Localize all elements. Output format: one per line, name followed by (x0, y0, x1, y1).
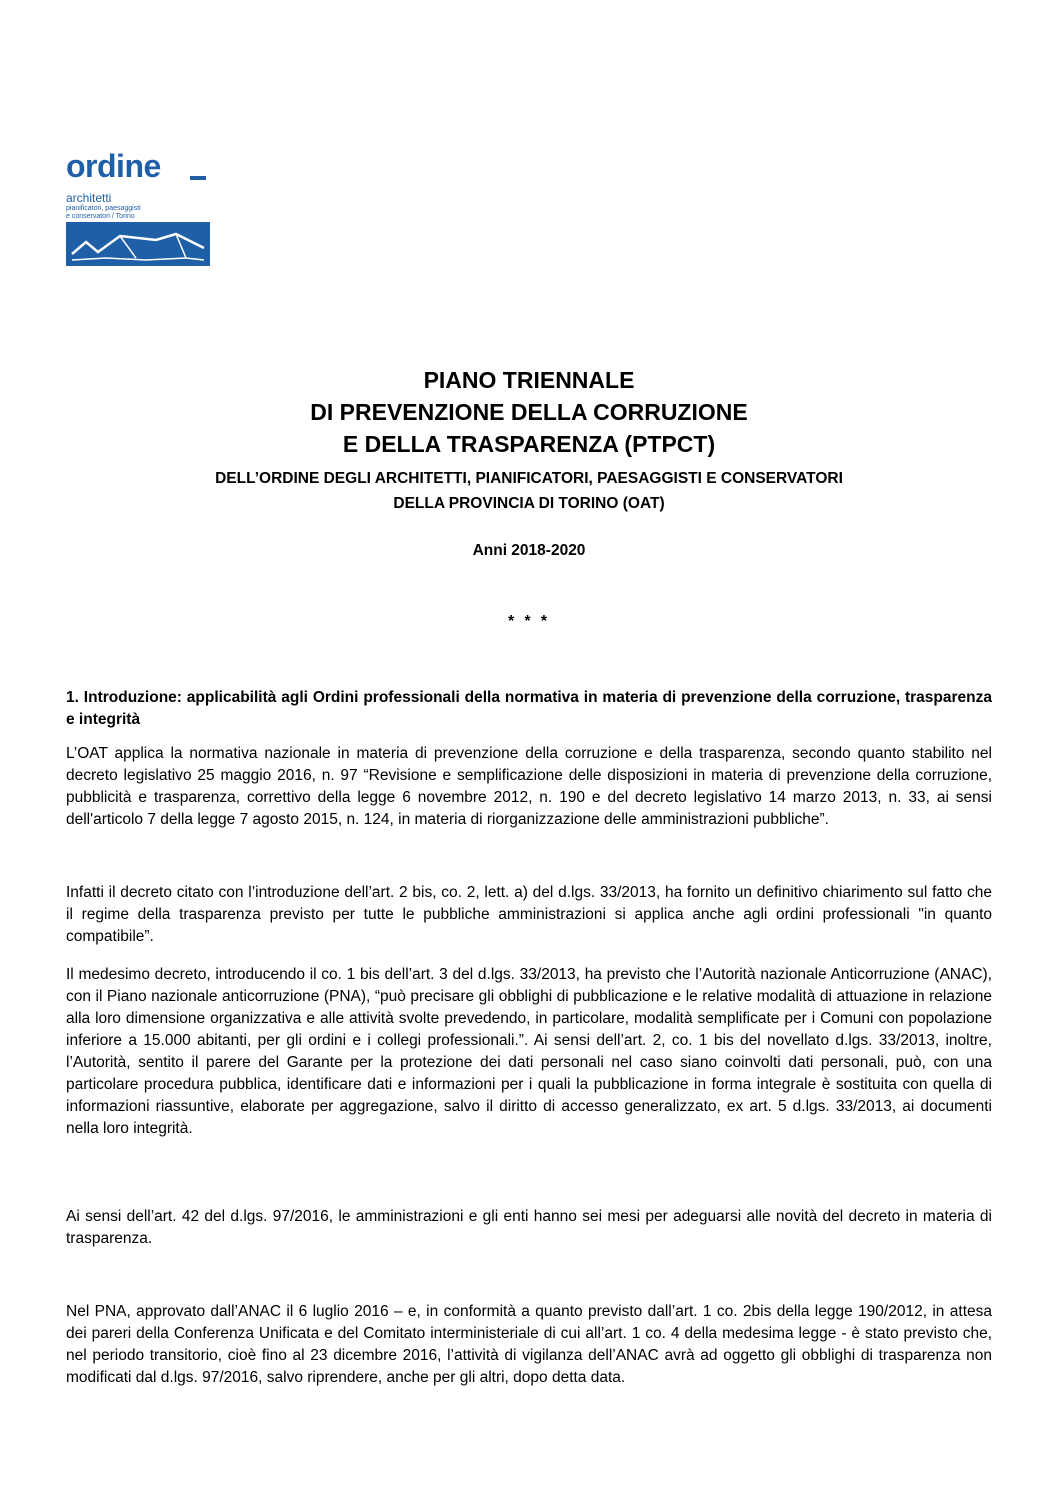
paragraph-4: Ai sensi dell’art. 42 del d.lgs. 97/2016, le amministrazioni e gli enti hanno sei mesi per adeguarsi alle novità del decreto in materia di trasparenza. (66, 1208, 992, 1247)
document-title-line-2: DI PREVENZIONE DELLA CORRUZIONE (310, 399, 748, 425)
paragraph-5: Nel PNA, approvato dall’ANAC il 6 luglio 2016 – e, in conformità a quanto previsto dall’art. 1 co. 2bis della legge 190/2012, in attesa dei pareri della Conferenza Unificata e del Comitato interministeriale di cui all’art. 1 co. 4 della medesima legge - è stato previsto che, nel periodo transitorio, cioè fino al 23 dicembre 2016, l’attività di vigilanza dell’ANAC avrà ad oggetto gli obblighi di trasparenza non modificati dal d.lgs. 97/2016, salvo riprendere, anche per gli altri, dopo detta data. (66, 1303, 992, 1386)
document-years: Anni 2018-2020 (472, 542, 586, 559)
document-subtitle-line-2: DELLA PROVINCIA DI TORINO (OAT) (393, 495, 665, 512)
document-title-line-3: E DELLA TRASPARENZA (PTPCT) (342, 431, 716, 457)
document-title-line-1: PIANO TRIENNALE (423, 367, 635, 393)
paragraph-1: L’OAT applica la normativa nazionale in materia di prevenzione della corruzione e della trasparenza, secondo quanto stabilito nel decreto legislativo 25 maggio 2016, n. 97 “Revisione e semplificazione delle disposizioni in materia di prevenzione della corruzione, pubblicità e trasparenza, correttivo della legge 6 novembre 2012, n. 190 e del decreto legislativo 14 marzo 2013, n. 33, ai sensi dell'articolo 7 della legge 7 agosto 2015, n. 124, in materia di riorganizzazione delle amministrazioni pubbliche”. (66, 745, 992, 828)
paragraph-2: Infatti il decreto citato con l’introduzione dell’art. 2 bis, co. 2, lett. a) del d.lgs. 33/2013, ha fornito un definitivo chiarimento sul fatto che il regime della trasparenza previsto per tutte le pubbliche amministrazioni si applica anche agli ordini professionali "in quanto compatibile”. (66, 884, 992, 945)
paragraph-3: Il medesimo decreto, introducendo il co. 1 bis dell’art. 3 del d.lgs. 33/2013, ha previsto che l’Autorità nazionale Anticorruzione (ANAC), con il Piano nazionale anticorruzione (PNA), “può precisare gli obblighi di pubblicazione e le relative modalità di attuazione in relazione alla loro dimensione organizzativa e alle attività svolte prevedendo, in particolare, modalità semplificate per i Comuni con popolazione inferiore a 15.000 abitanti, per gli ordini e i collegi professionali.”. Ai sensi dell’art. 2, co. 1 bis del novellato d.lgs. 33/2013, inoltre, l’Autorità, sentito il parere del Garante per la protezione dei dati personali nel caso siano coinvolti dati personali, può, con una particolare procedura pubblica, identificare dati e informazioni per i quali la pubblicazione in forma integrale è sostituita con quella di informazioni riassuntive, elaborate per aggregazione, salvo il diritto di accesso generalizzato, ex art. 5 d.lgs. 33/2013, ai documenti nella loro integrità. (66, 966, 992, 1137)
organization-logo (66, 150, 216, 270)
logo-subtitle-2: pianificatori, paesaggisti (66, 205, 141, 212)
logo-subtitle-3: e conservatori / Torino (66, 213, 135, 220)
logo-dash (190, 176, 206, 180)
section-1-heading: 1. Introduzione: applicabilità agli Ordini professionali della normativa in materia di prevenzione della corruzione, trasparenza e integrità (66, 689, 992, 728)
document-subtitle-line-1: DELL’ORDINE DEGLI ARCHITETTI, PIANIFICATORI, PAESAGGISTI E CONSERVATORI (215, 470, 843, 487)
logo-wordmark: ordine (66, 148, 161, 184)
section-separator: * * * (508, 613, 550, 630)
logo-subtitle-1: architetti (66, 191, 112, 205)
logo-graphic-icon (66, 222, 216, 268)
